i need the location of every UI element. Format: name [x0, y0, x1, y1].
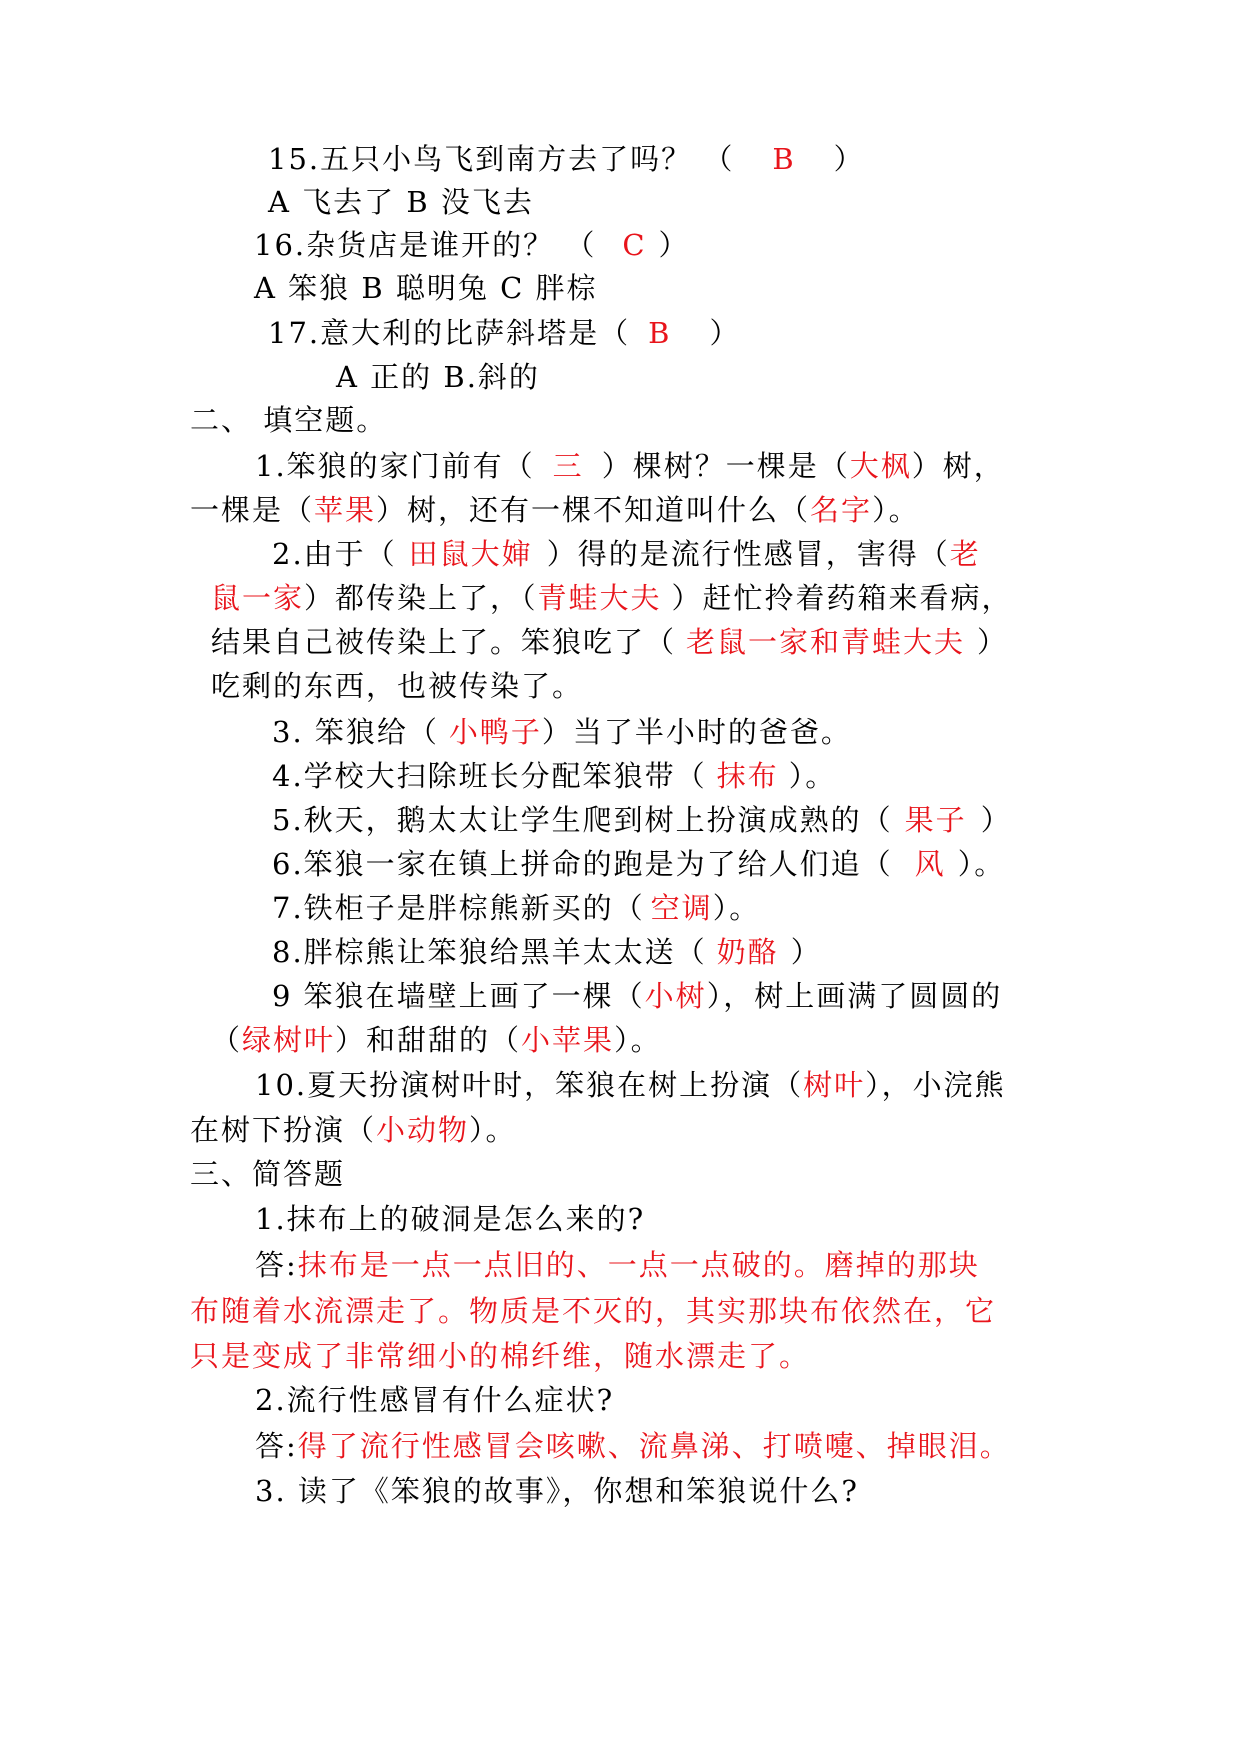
fill-q3-text-a: 3. 笨狼给（ [272, 715, 439, 749]
short-a2-text: 得了流行性感冒会咳嗽、流鼻涕、打喷嚏、掉眼泪。 [297, 1429, 1011, 1463]
fill-q1-text-h: ）树，还有一棵不知道叫什么（ [376, 493, 811, 527]
fill-q10-text-c: ），小浣熊 [865, 1068, 1006, 1102]
question-16-options: A 笨狼 B 聪明兔 C 胖棕 [254, 271, 598, 305]
fill-q10-text-d: 在树下扮演（ [190, 1113, 377, 1147]
question-16-text: 16.杂货店是谁开的？ （ [254, 228, 597, 262]
fill-q2-answer-1: 田鼠大婶 [408, 537, 533, 571]
short-a2-line [255, 1426, 1011, 1466]
fill-q1-text-j: ）。 [872, 493, 920, 527]
question-17-answer: B [648, 316, 672, 350]
fill-q10-line2 [190, 1110, 517, 1150]
short-a1-line1 [255, 1245, 980, 1285]
fill-q2-line4: 吃剩的东西，也被传染了。 [211, 669, 584, 703]
fill-q2-text-c: ）得的是流行性感冒，害得（ [546, 537, 950, 571]
fill-q8-text-c: ） [790, 935, 822, 969]
question-15-options: A 飞去了 B 没飞去 [268, 185, 534, 219]
question-15-answer: B [772, 142, 796, 176]
short-a1-line2: 布随着水流漂走了。物质是不灭的，其实那块布依然在，它 [190, 1294, 997, 1328]
fill-q6-answer: 风 [914, 847, 946, 881]
short-a1-text-1: 抹布是一点一点旧的、一点一点破的。磨掉的那块 [297, 1248, 980, 1282]
fill-q10-answer-1: 树叶 [803, 1068, 866, 1102]
fill-q2-line1 [272, 534, 981, 574]
fill-q6 [272, 844, 1005, 884]
short-q3: 3. 读了《笨狼的故事》，你想和笨狼说什么? [255, 1474, 859, 1508]
fill-q8-text-a: 8.胖棕熊让笨狼给黑羊太太送（ [272, 935, 707, 969]
fill-q9-text-f: ）和甜甜的（ [335, 1023, 522, 1057]
short-q1: 1.抹布上的破洞是怎么来的? [255, 1202, 646, 1236]
fill-q4-answer: 抹布 [716, 759, 779, 793]
question-17-options: A 正的 B.斜的 [336, 360, 540, 394]
fill-q2-answer-4: 老鼠一家和青蛙大夫 [686, 625, 966, 659]
fill-q9-text-c: ），树上画满了圆圆的 [706, 979, 1003, 1013]
fill-q7 [272, 888, 760, 928]
short-q2: 2.流行性感冒有什么症状? [255, 1383, 615, 1417]
fill-q1-text-c: ）棵树？一棵是（ [601, 449, 850, 483]
fill-q7-text-a: 7.铁柜子是胖棕熊新买的（ [272, 891, 645, 925]
fill-q2-answer-2a: 老 [949, 537, 981, 571]
fill-q9-text-d: （ [211, 1023, 243, 1057]
fill-q1-answer-3: 苹果 [314, 493, 377, 527]
fill-q2-text-a: 2.由于（ [272, 537, 397, 571]
fill-q1-line2 [190, 490, 920, 530]
fill-q4-text-c: ）。 [788, 759, 837, 793]
question-16 [254, 225, 690, 265]
fill-q7-text-c: ）。 [712, 891, 761, 925]
fill-q4-text-a: 4.学校大扫除班长分配笨狼带（ [272, 759, 707, 793]
fill-q3-answer: 小鸭子 [448, 715, 542, 749]
short-a1-prefix: 答: [255, 1248, 298, 1282]
question-16-close: ） [658, 228, 690, 262]
fill-q6-text-a: 6.笨狼一家在镇上拼命的跑是为了给人们追（ [272, 847, 893, 881]
fill-q1-text-f: 一棵是（ [190, 493, 315, 527]
short-a2-prefix: 答: [255, 1429, 298, 1463]
question-15 [268, 139, 865, 179]
fill-q1-text-a: 1.笨狼的家门前有（ [255, 449, 535, 483]
fill-q1-text-e: ）树， [911, 449, 1005, 483]
question-15-close: ） [833, 142, 865, 176]
fill-q5-answer: 果子 [904, 803, 967, 837]
fill-q5 [272, 800, 1012, 840]
fill-q8-answer: 奶酪 [716, 935, 779, 969]
fill-q2-text-f: ）都传染上了，（ [304, 581, 538, 615]
fill-q10-line1 [255, 1065, 1006, 1105]
fill-q10-text-f: ）。 [469, 1113, 517, 1147]
question-16-answer: C [622, 228, 647, 262]
fill-q9-line1 [272, 976, 1002, 1016]
short-heading: 三、简答题 [190, 1157, 346, 1191]
fill-q3-text-c: ）当了半小时的爸爸。 [541, 715, 852, 749]
fill-q9-answer-3: 小苹果 [521, 1023, 615, 1057]
question-17-close: ） [709, 316, 741, 350]
fill-q9-text-a: 9 笨狼在墙壁上画了一棵（ [272, 979, 645, 1013]
question-17-text: 17.意大利的比萨斜塔是（ [268, 316, 631, 350]
fill-q2-text-i: 结果自己被传染上了。笨狼吃了（ [211, 625, 677, 659]
fill-q2-answer-2b: 鼠一家 [211, 581, 305, 615]
fill-q1-answer-4: 名字 [810, 493, 873, 527]
fill-q2-line3 [211, 622, 1008, 662]
fill-heading: 二、 填空题。 [190, 403, 388, 437]
fill-q4 [272, 756, 836, 796]
fill-q1-answer-1: 三 [552, 449, 584, 483]
fill-q6-text-c: ）。 [957, 847, 1006, 881]
fill-q10-text-a: 10.夏天扮演树叶时，笨狼在树上扮演（ [255, 1068, 804, 1102]
fill-q5-text-c: ） [980, 803, 1012, 837]
short-a1-line3: 只是变成了非常细小的棉纤维，随水漂走了。 [190, 1339, 811, 1373]
fill-q2-answer-3: 青蛙大夫 [537, 581, 662, 615]
fill-q9-text-h: ）。 [614, 1023, 662, 1057]
fill-q2-text-k: ） [977, 625, 1009, 659]
fill-q9-line2 [211, 1020, 662, 1060]
question-15-text: 15.五只小鸟飞到南方去了吗？ （ [268, 142, 735, 176]
fill-q10-answer-2: 小动物 [376, 1113, 470, 1147]
fill-q1-line1 [255, 446, 1005, 486]
fill-q3 [272, 712, 852, 752]
question-17 [268, 313, 740, 353]
fill-q9-answer-1: 小树 [644, 979, 707, 1013]
fill-q8 [272, 932, 822, 972]
fill-q9-answer-2: 绿树叶 [242, 1023, 336, 1057]
fill-q1-answer-2: 大枫 [849, 449, 912, 483]
fill-q7-answer: 空调 [650, 891, 713, 925]
fill-q2-text-h: ）赶忙拎着药箱来看病， [671, 581, 1013, 615]
fill-q2-line2 [211, 578, 1013, 618]
fill-q5-text-a: 5.秋天，鹅太太让学生爬到树上扮演成熟的（ [272, 803, 893, 837]
